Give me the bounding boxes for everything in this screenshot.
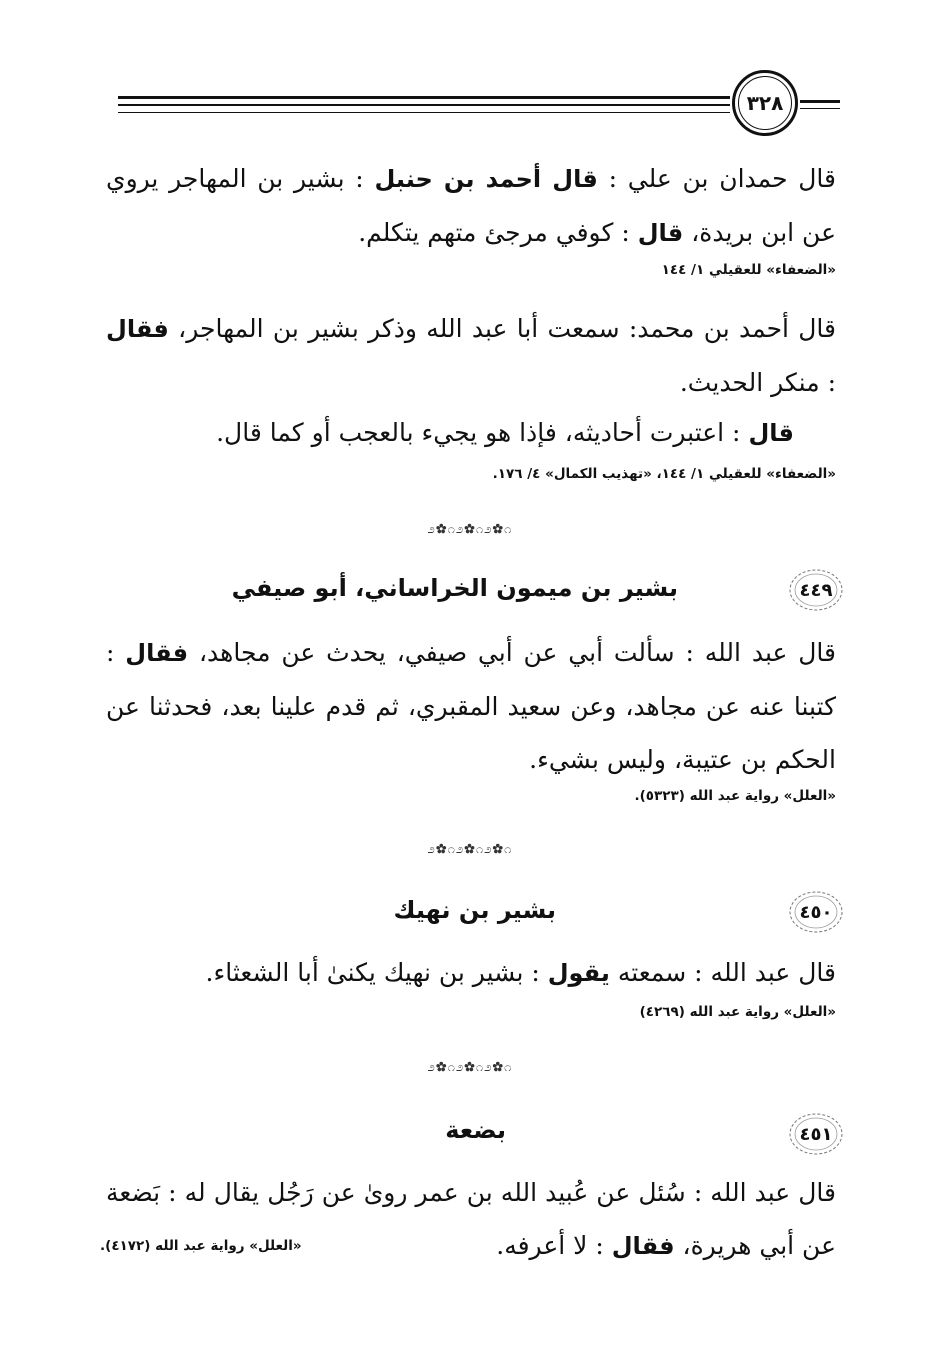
paragraph [106,406,794,460]
source-citation: «الضعفاء» للعقيلي ١/ ١٤٤ [661,262,836,278]
text-run: قال عبد الله : سألت أبي عن أبي صيفي، يحدث عن مجاهد، [188,638,836,667]
paragraph [106,626,836,786]
text-run: قال حمدان بن علي : [597,164,837,193]
entry-number: ٤٥٠ [799,901,833,923]
text-run: : كوفي مرجئ متهم يتكلم. [358,218,638,247]
page-number: ٣٢٨ [738,76,792,130]
bold-text-run: قال [748,419,794,447]
bold-text-run: قال أحمد بن حنبل [374,165,598,193]
entry-number: ٤٥١ [799,1123,833,1145]
source-citation: «العلل» رواية عبد الله (٤١٧٢). [100,1238,302,1254]
entry-number-badge [788,890,844,934]
source-citation: «العلل» رواية عبد الله (٤٢٦٩) [639,1004,836,1020]
bold-text-run: يقول [547,959,610,987]
header-rule [800,100,840,103]
header-rule [118,112,730,113]
source-citation: «العلل» رواية عبد الله (٥٣٢٣). [634,788,836,804]
entry-title: بشير بن ميمون الخراساني، أبو صيفي [231,574,678,602]
ornament-divider: ೨✿೧೨✿೧೨✿೧ [427,842,513,857]
entry-number-badge [788,1112,844,1156]
bold-text-run: فقال [125,639,189,667]
text-run: : بشير بن نهيك يكنىٰ أبا الشعثاء. [205,958,548,987]
bold-text-run: قال [637,219,684,247]
ornament-divider: ೨✿೧೨✿೧೨✿೧ [427,1060,513,1075]
header-rule [118,104,730,106]
paragraph [106,302,836,409]
paragraph [106,946,836,1000]
entry-title: بشير بن نهيك [393,896,556,924]
entry-number-badge [788,568,844,612]
text-run: : لا أعرفه. [496,1231,612,1260]
entry-number: ٤٤٩ [799,579,833,601]
entry-title: بضعة [445,1116,506,1144]
bold-text-run: فقال [611,1232,675,1260]
text-run: قال عبد الله : سُئل عن عُبيد الله بن عمر روىٰ عن رَجُل يقال له : بَضعة عن أبي هريرة، [106,1178,836,1260]
paragraph [106,152,836,260]
text-run: : منكر الحديث. [679,368,836,397]
text-run: : بشير بن المهاجر يروي عن ابن بريدة، [106,164,836,247]
page-number-badge [732,70,798,136]
header-rule [800,108,840,109]
paragraph [106,1166,836,1273]
text-run: قال عبد الله : سمعته [609,958,836,987]
source-citation: «الضعفاء» للعقيلي ١/ ١٤٤، «تهذيب الكمال» ٤/ ١٧٦. [492,466,836,482]
text-run: : اعتبرت أحاديثه، فإذا هو يجيء بالعجب أو كما قال. [216,418,749,447]
text-run: : كتبنا عنه عن مجاهد، وعن سعيد المقبري، ثم قدم علينا بعد، فحدثنا عن الحكم بن عتيبة، وليس بشيء. [106,638,836,774]
ornament-divider: ೨✿೧೨✿೧೨✿೧ [427,522,513,537]
header-rule [118,96,730,99]
bold-text-run: فقال [106,315,169,343]
text-run: قال أحمد بن محمد: سمعت أبا عبد الله وذكر بشير بن المهاجر، [168,314,836,343]
